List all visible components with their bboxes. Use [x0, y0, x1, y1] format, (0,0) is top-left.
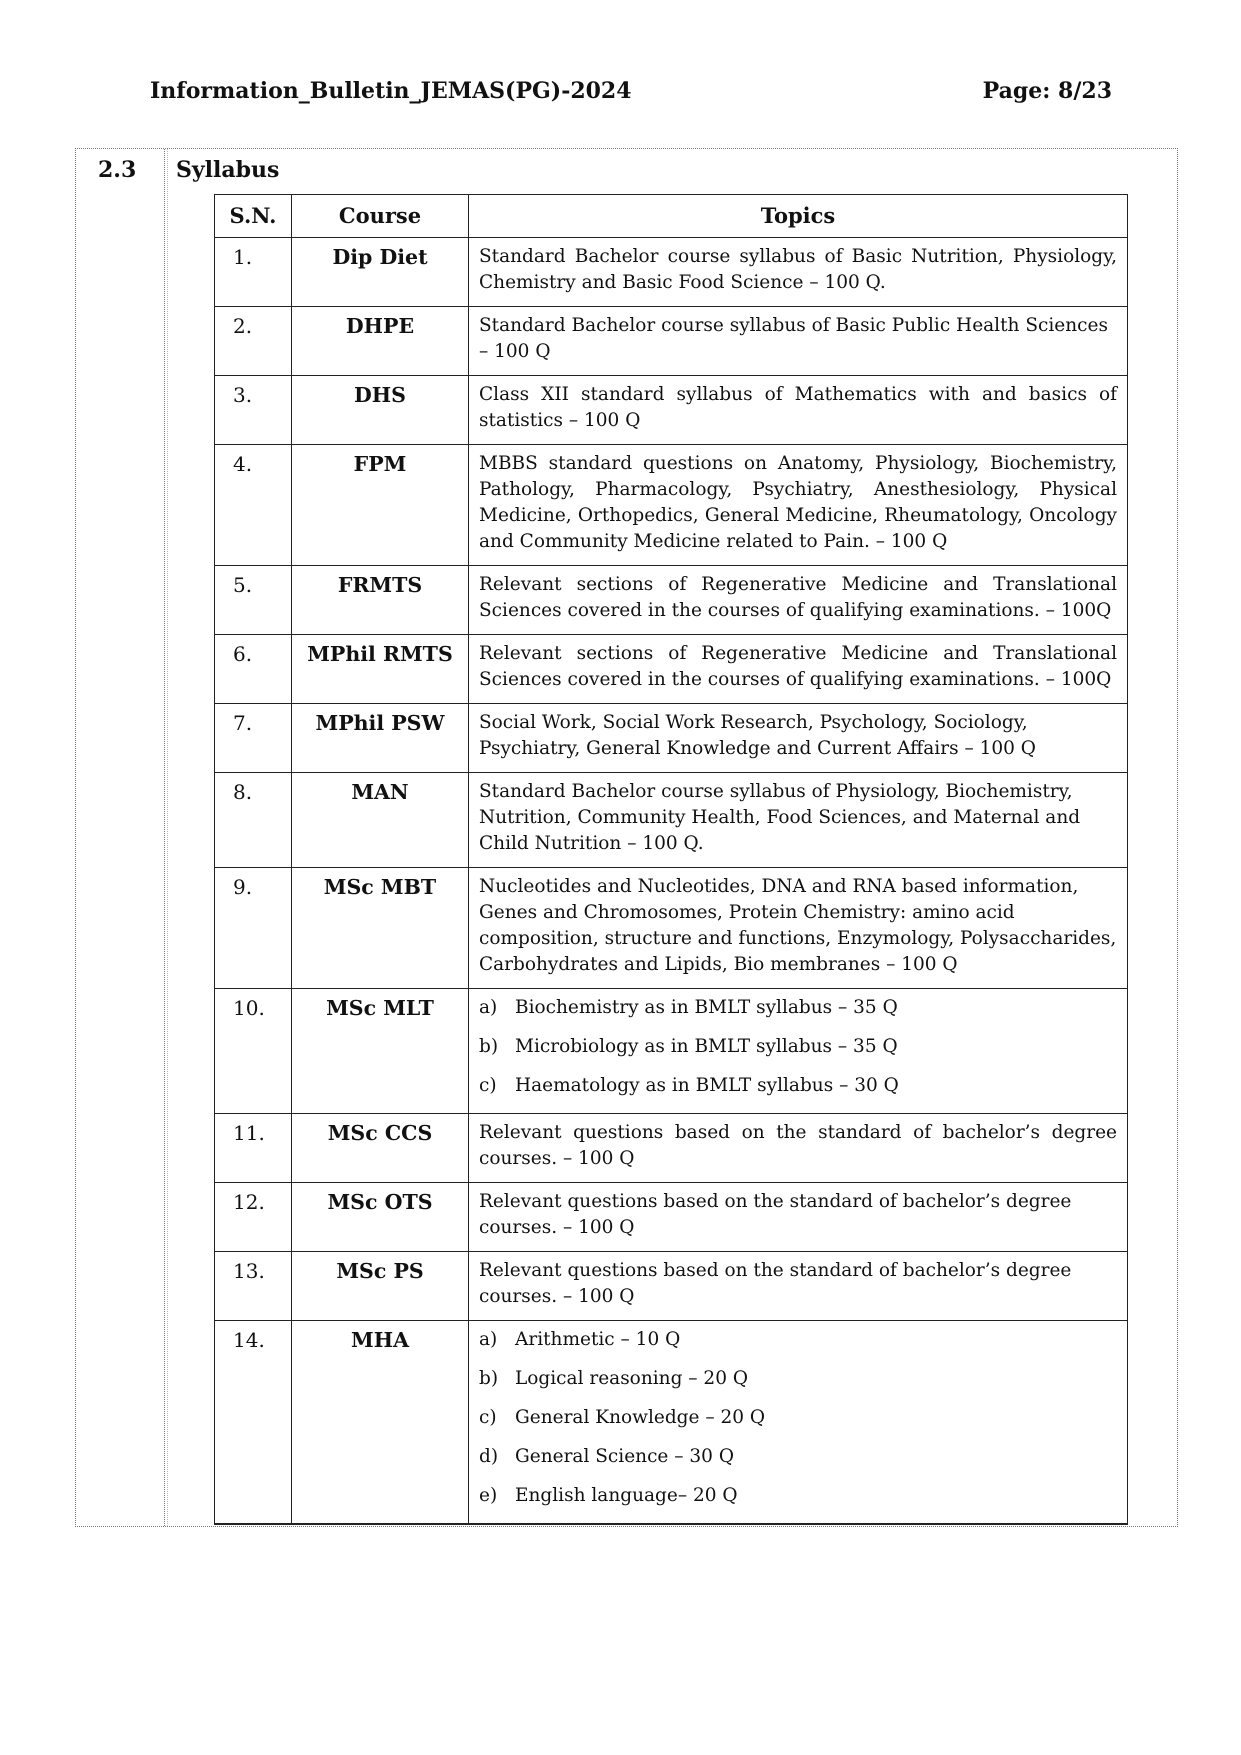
row-topic: Standard Bachelor course syllabus of Basic Nutrition, Physiology, Chemistry and Basic Food Science – 100 Q. [469, 238, 1128, 307]
list-item-text: Logical reasoning – 20 Q [515, 1368, 749, 1389]
row-topic: Relevant sections of Regenerative Medicine and Translational Sciences covered in the courses of qualifying examinations. – 100Q [469, 566, 1128, 635]
list-item-text: Arithmetic – 10 Q [515, 1329, 681, 1350]
row-topic: Nucleotides and Nucleotides, DNA and RNA based information, Genes and Chromosomes, Protein Chemistry: amino acid composition, structure and functions, Enzymology, Polysaccharides, Carbohydrates and Lipids, Bio membranes – 100 Q [469, 868, 1128, 989]
list-item [479, 995, 1117, 1021]
row-sn: 13. [215, 1252, 292, 1321]
list-item-letter: b) [479, 1036, 499, 1057]
list-item [479, 1444, 1117, 1470]
table-row [215, 307, 1128, 376]
list-item-text: General Science – 30 Q [515, 1446, 734, 1467]
row-course: MPhil RMTS [292, 635, 469, 704]
row-course: MPhil PSW [292, 704, 469, 773]
list-item [479, 1366, 1117, 1392]
row-course: DHS [292, 376, 469, 445]
list-item [479, 1073, 1117, 1099]
table-row [215, 704, 1128, 773]
list-item-letter: a) [479, 997, 498, 1018]
section-divider-inner [167, 149, 168, 1526]
row-sn: 2. [215, 307, 292, 376]
column-header-course: Course [292, 195, 469, 238]
row-sn: 12. [215, 1183, 292, 1252]
row-course: MSc PS [292, 1252, 469, 1321]
list-item-letter: c) [479, 1075, 497, 1096]
list-item-letter: a) [479, 1329, 498, 1350]
row-course: DHPE [292, 307, 469, 376]
table-row [215, 989, 1128, 1114]
row-topic: MBBS standard questions on Anatomy, Physiology, Biochemistry, Pathology, Pharmacology, Psychiatry, Anesthesiology, Physical Medicine, Orthopedics, General Medicine, Rheumatology, Oncology and Community Medicine related to Pain. – 100 Q [469, 445, 1128, 566]
column-header-sn: S.N. [215, 195, 292, 238]
table-row [215, 1114, 1128, 1183]
row-topic: Standard Bachelor course syllabus of Basic Public Health Sciences – 100 Q [469, 307, 1128, 376]
row-course: FRMTS [292, 566, 469, 635]
table-row [215, 376, 1128, 445]
section-title: Syllabus [176, 157, 280, 183]
list-item [479, 1405, 1117, 1431]
list-item-letter: c) [479, 1407, 497, 1428]
row-topic: Relevant questions based on the standard of bachelor’s degree courses. – 100 Q [469, 1114, 1128, 1183]
list-item [479, 1483, 1117, 1509]
row-sn: 3. [215, 376, 292, 445]
row-topic-list [469, 989, 1128, 1114]
row-sn: 9. [215, 868, 292, 989]
row-course: MSc MBT [292, 868, 469, 989]
row-course: MSc CCS [292, 1114, 469, 1183]
list-item-text: English language– 20 Q [515, 1485, 738, 1506]
row-topic: Class XII standard syllabus of Mathematics with and basics of statistics – 100 Q [469, 376, 1128, 445]
list-item-text: Biochemistry as in BMLT syllabus – 35 Q [515, 997, 898, 1018]
section-number: 2.3 [98, 157, 137, 183]
row-course: Dip Diet [292, 238, 469, 307]
row-sn: 11. [215, 1114, 292, 1183]
section-divider [164, 149, 165, 1526]
table-row [215, 1252, 1128, 1321]
row-sn: 10. [215, 989, 292, 1114]
list-item-text: Haematology as in BMLT syllabus – 30 Q [515, 1075, 899, 1096]
table-row [215, 445, 1128, 566]
column-header-topics: Topics [469, 195, 1128, 238]
table-row [215, 773, 1128, 868]
row-course: MSc OTS [292, 1183, 469, 1252]
table-header-row [215, 195, 1128, 238]
list-item-text: General Knowledge – 20 Q [515, 1407, 766, 1428]
list-item-text: Microbiology as in BMLT syllabus – 35 Q [515, 1036, 898, 1057]
row-topic: Relevant questions based on the standard of bachelor’s degree courses. – 100 Q [469, 1252, 1128, 1321]
list-item-letter: e) [479, 1485, 498, 1506]
table-row [215, 868, 1128, 989]
table-row [215, 1183, 1128, 1252]
row-course: MSc MLT [292, 989, 469, 1114]
list-item-letter: d) [479, 1446, 499, 1467]
row-topic: Relevant questions based on the standard of bachelor’s degree courses. – 100 Q [469, 1183, 1128, 1252]
table-row [215, 635, 1128, 704]
row-topic: Standard Bachelor course syllabus of Physiology, Biochemistry, Nutrition, Community Health, Food Sciences, and Maternal and Child Nutrition – 100 Q. [469, 773, 1128, 868]
row-sn: 6. [215, 635, 292, 704]
list-item [479, 1034, 1117, 1060]
row-topic: Social Work, Social Work Research, Psychology, Sociology, Psychiatry, General Knowledge and Current Affairs – 100 Q [469, 704, 1128, 773]
row-sn: 4. [215, 445, 292, 566]
row-topic: Relevant sections of Regenerative Medicine and Translational Sciences covered in the courses of qualifying examinations. – 100Q [469, 635, 1128, 704]
table-row [215, 566, 1128, 635]
syllabus-table [214, 194, 1128, 1525]
row-course: MAN [292, 773, 469, 868]
row-sn: 14. [215, 1321, 292, 1525]
row-topic-list [469, 1321, 1128, 1525]
row-course: FPM [292, 445, 469, 566]
list-item-letter: b) [479, 1368, 499, 1389]
table-row [215, 238, 1128, 307]
row-course: MHA [292, 1321, 469, 1525]
list-item [479, 1327, 1117, 1353]
document-title: Information_Bulletin_JEMAS(PG)-2024 [150, 78, 632, 104]
table-row [215, 1321, 1128, 1525]
row-sn: 5. [215, 566, 292, 635]
row-sn: 7. [215, 704, 292, 773]
row-sn: 8. [215, 773, 292, 868]
row-sn: 1. [215, 238, 292, 307]
page-number: Page: 8/23 [982, 78, 1112, 104]
